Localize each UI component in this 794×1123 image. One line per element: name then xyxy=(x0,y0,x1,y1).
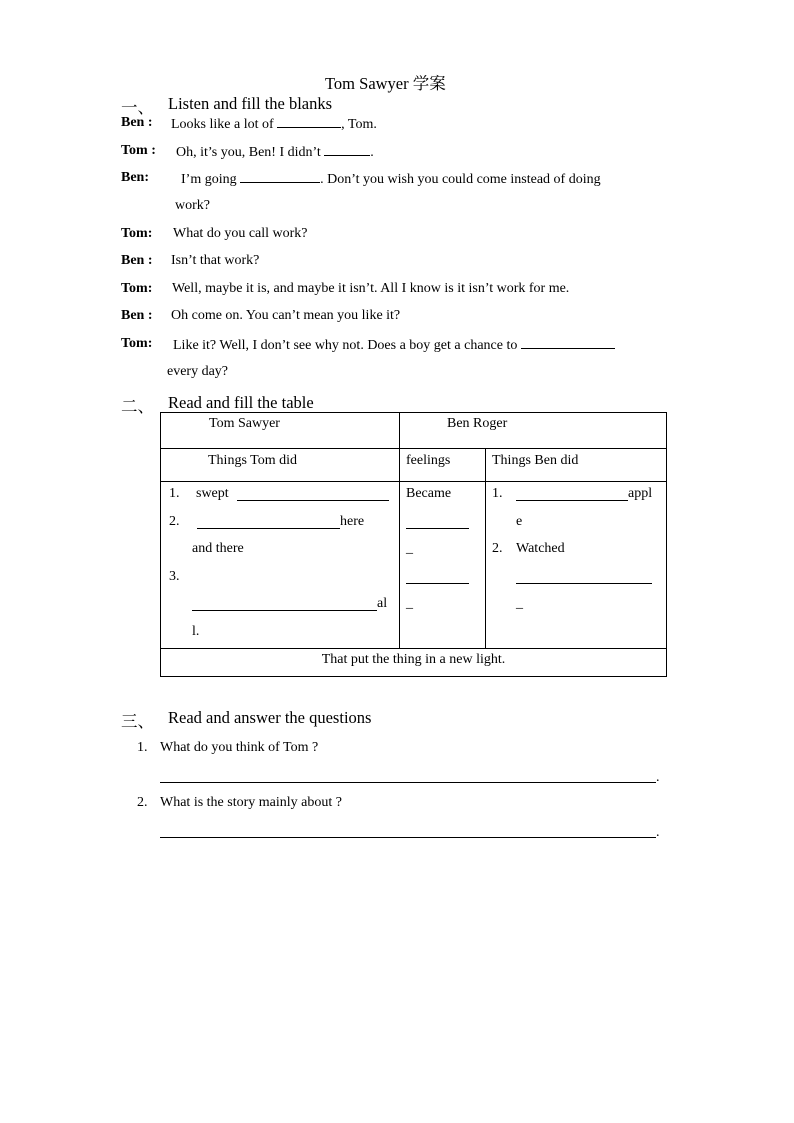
dialogue-continuation: every day? xyxy=(167,364,229,379)
item-number: 2. xyxy=(169,513,180,529)
list-item xyxy=(400,566,485,594)
item-text: Became xyxy=(406,486,452,501)
answer-line[interactable] xyxy=(160,837,656,838)
dialogue-line xyxy=(171,115,377,133)
list-item xyxy=(400,483,485,511)
table-footer-cell xyxy=(161,649,667,677)
fill-blank[interactable] xyxy=(277,115,341,128)
item-number: 1. xyxy=(492,486,503,501)
list-item xyxy=(486,538,666,566)
dialogue-line: What do you call work? xyxy=(173,226,308,241)
dialogue-line: Isn’t that work? xyxy=(171,253,260,268)
section3-heading: Read and answer the questions xyxy=(168,708,372,727)
dialogue-text: , Tom. xyxy=(341,117,377,132)
item-text: e xyxy=(516,513,523,529)
answer-line[interactable] xyxy=(160,782,656,783)
speaker-label: Tom: xyxy=(121,281,153,296)
fill-blank[interactable] xyxy=(192,598,377,611)
list-item xyxy=(161,483,399,511)
section2-heading: Read and fill the table xyxy=(168,393,314,412)
dialogue-line xyxy=(181,170,601,188)
list-item xyxy=(161,566,399,594)
dialogue-line: Well, maybe it is, and maybe it isn’t. All I know is it isn’t work for me. xyxy=(172,281,570,296)
section3-number: 三、 xyxy=(121,712,154,731)
item-text: l. xyxy=(192,623,200,639)
speaker-label: Tom: xyxy=(121,226,153,241)
table-header-cell xyxy=(161,413,400,449)
speaker-label: Tom: xyxy=(121,336,153,351)
tom-actions-cell xyxy=(161,482,400,649)
dialogue-text: I’m going xyxy=(181,172,241,187)
list-item xyxy=(400,593,485,621)
fill-blank[interactable] xyxy=(197,516,340,529)
section2-number: 二、 xyxy=(121,397,154,416)
answer-line-end: . xyxy=(656,825,660,840)
fill-blank[interactable] xyxy=(237,488,389,501)
item-number: 1. xyxy=(169,486,180,501)
fill-table xyxy=(160,412,667,677)
dialogue-text: Oh, it’s you, Ben! I didn’t xyxy=(176,145,325,160)
subheader-feelings: feelings xyxy=(406,453,451,468)
list-item xyxy=(400,511,485,539)
dialogue-text: Looks like a lot of xyxy=(171,117,278,132)
speaker-label: Ben : xyxy=(121,308,153,323)
dialogue-text: Like it? Well, I don’t see why not. Does a boy get a chance to xyxy=(173,338,521,353)
item-text: _ xyxy=(516,596,523,611)
question-text: What is the story mainly about ? xyxy=(160,795,342,810)
table-subheader-cell xyxy=(161,449,400,482)
item-text: Watched xyxy=(516,541,565,556)
header-ben-roger: Ben Roger xyxy=(447,416,508,431)
fill-blank[interactable] xyxy=(516,571,652,584)
subheader-things-tom-did: Things Tom did xyxy=(208,453,297,468)
item-number: 2. xyxy=(492,541,503,556)
list-item-continuation xyxy=(486,566,666,594)
dialogue-line xyxy=(173,336,615,354)
ben-actions-cell xyxy=(486,482,667,649)
section1-heading: Listen and fill the blanks xyxy=(168,94,333,113)
list-item xyxy=(161,511,399,539)
table-footer-text: That put the thing in a new light. xyxy=(321,652,506,667)
speaker-label: Ben : xyxy=(121,115,153,130)
dialogue-continuation: work? xyxy=(175,198,210,213)
fill-blank[interactable] xyxy=(521,336,615,349)
header-tom-sawyer: Tom Sawyer xyxy=(209,416,280,431)
fill-blank[interactable] xyxy=(406,516,469,529)
question-number: 2. xyxy=(137,795,148,810)
answer-line-end: . xyxy=(656,770,660,785)
fill-blank[interactable] xyxy=(406,571,469,584)
feelings-cell xyxy=(400,482,486,649)
item-text: _ xyxy=(406,541,413,556)
dialogue-text: . xyxy=(370,145,374,160)
list-item-continuation xyxy=(486,511,666,539)
item-text: here xyxy=(340,513,365,529)
fill-blank[interactable] xyxy=(516,488,628,501)
dialogue-line xyxy=(176,143,374,161)
list-item-continuation xyxy=(161,621,399,649)
list-item-continuation xyxy=(161,593,399,621)
item-text: and there xyxy=(192,541,244,556)
item-text: al xyxy=(377,596,388,611)
table-subheader-cell xyxy=(400,449,486,482)
fill-blank[interactable] xyxy=(240,170,320,183)
speaker-label: Tom : xyxy=(121,143,156,158)
item-number: 3. xyxy=(169,568,180,584)
item-text: appl xyxy=(628,486,653,501)
list-item-continuation xyxy=(161,538,399,566)
dialogue-text: . Don’t you wish you could come instead of doing xyxy=(320,172,601,187)
section1-number: 一、 xyxy=(121,98,154,117)
question-text: What do you think of Tom ? xyxy=(160,740,319,755)
subheader-things-ben-did: Things Ben did xyxy=(492,453,579,468)
list-item-continuation xyxy=(486,593,666,621)
item-text: swept xyxy=(196,486,229,501)
page-title: Tom Sawyer 学案 xyxy=(325,74,446,93)
table-subheader-cell xyxy=(486,449,667,482)
fill-blank[interactable] xyxy=(324,143,370,156)
speaker-label: Ben: xyxy=(121,170,149,185)
question-number: 1. xyxy=(137,740,148,755)
dialogue-line: Oh come on. You can’t mean you like it? xyxy=(171,308,401,323)
table-header-cell xyxy=(400,413,667,449)
list-item xyxy=(486,483,666,511)
item-text: _ xyxy=(406,596,413,611)
list-item xyxy=(400,538,485,566)
speaker-label: Ben : xyxy=(121,253,153,268)
